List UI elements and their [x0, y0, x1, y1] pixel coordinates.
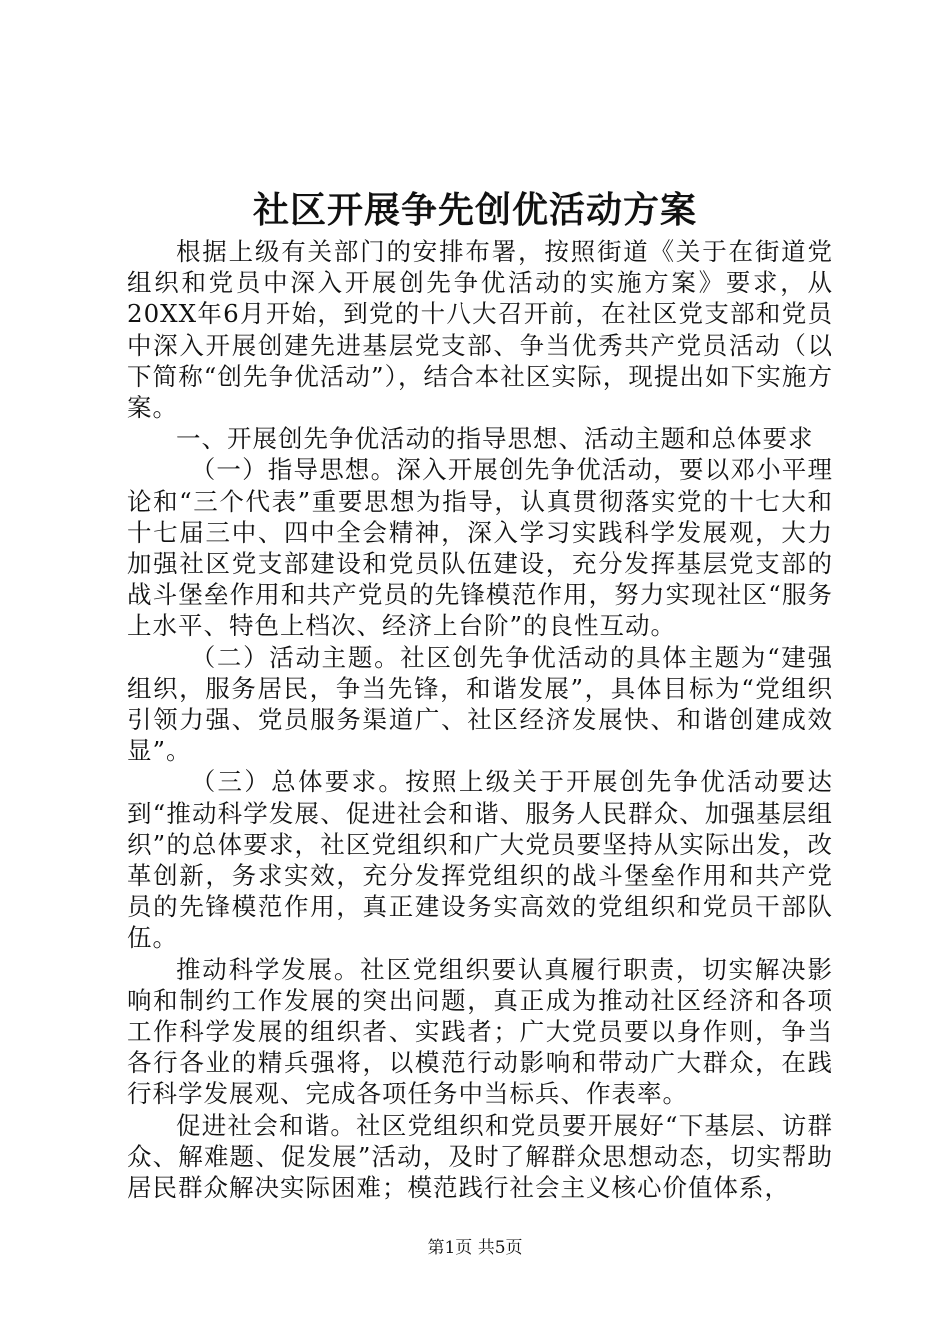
- overall-requirements-paragraph: （三）总体要求。按照上级关于开展创先争优活动要达到“推动科学发展、促进社会和谐、服务人民群众、加强基层组织”的总体要求，社区党组织和广大党员要坚持从实际出发，改革创新，务求实效，充分发挥党组织的战斗堡垒作用和共产党员的先锋模范作用，真正建设务实高效的党组织和党员干部队伍。: [127, 767, 833, 953]
- activity-theme-paragraph: （二）活动主题。社区创先争优活动的具体主题为“建强组织，服务居民，争当先锋，和谐发展”，具体目标为“党组织引领力强、党员服务渠道广、社区经济发展快、和谐创建成效显”。: [127, 642, 833, 766]
- document-title: 社区开展争先创优活动方案: [252, 189, 697, 231]
- intro-paragraph: 根据上级有关部门的安排布署，按照街道《关于在街道党组织和党员中深入开展创先争优活动的实施方案》要求，从20XX年6月开始，到党的十八大召开前，在社区党支部和党员中深入开展创建先进基层党支部、争当优秀共产党员活动（以下简称“创先争优活动”），结合本社区实际，现提出如下实施方案。: [127, 237, 833, 423]
- page-number-footer: 第1页 共5页: [427, 1238, 523, 1258]
- document-body: [127, 236, 833, 1203]
- promote-development-paragraph: 推动科学发展。社区党组织要认真履行职责，切实解决影响和制约工作发展的突出问题，真正成为推动社区经济和各项工作科学发展的组织者、实践者；广大党员要以身作则，争当各行各业的精兵强将，以模范行动影响和带动广大群众，在践行科学发展观、完成各项任务中当标兵、作表率。: [127, 954, 833, 1109]
- promote-harmony-paragraph: 促进社会和谐。社区党组织和党员要开展好“下基层、访群众、解难题、促发展”活动，及时了解群众思想动态，切实帮助居民群众解决实际困难；模范践行社会主义核心价值体系，: [127, 1110, 833, 1203]
- section-heading: 一、开展创先争优活动的指导思想、活动主题和总体要求: [176, 424, 814, 454]
- guiding-ideology-paragraph: （一）指导思想。深入开展创先争优活动，要以邓小平理论和“三个代表”重要思想为指导，认真贯彻落实党的十七大和十七届三中、四中全会精神，深入学习实践科学发展观，大力加强社区党支部建设和党员队伍建设，充分发挥基层党支部的战斗堡垒作用和共产党员的先锋模范作用，努力实现社区“服务上水平、特色上档次、经济上台阶”的良性互动。: [127, 455, 833, 641]
